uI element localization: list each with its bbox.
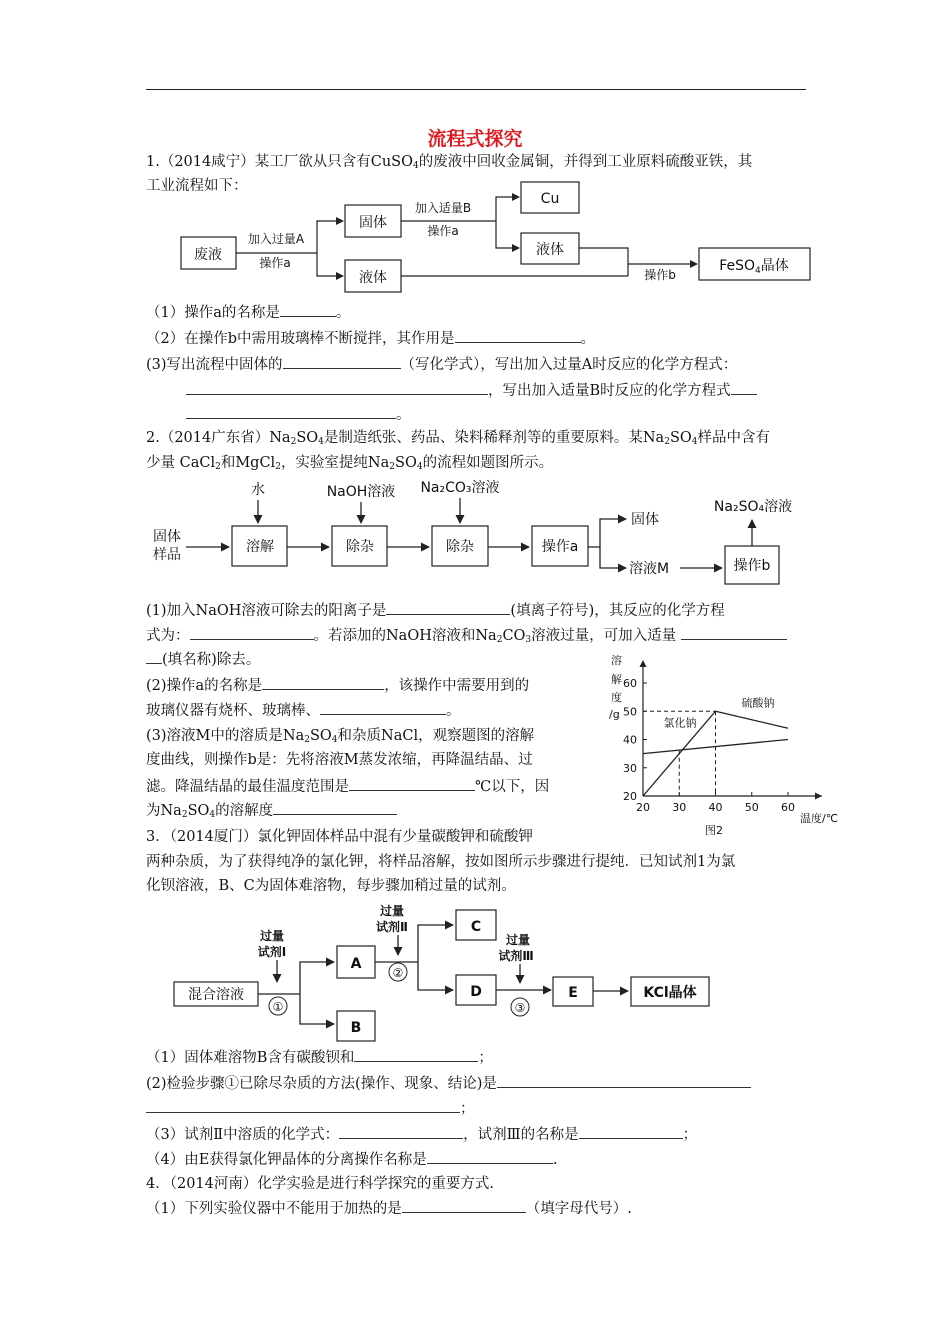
q2-sub2-line1: (2)操作a的名称是 ，该操作中需要用到的 bbox=[146, 675, 529, 696]
q2-solid-label: 固体 bbox=[631, 512, 659, 528]
q1-step-b-top: 加入适量B bbox=[414, 201, 472, 215]
q1-sub3-line2: ，写出加入适量B时反应的化学方程式 bbox=[186, 380, 757, 401]
q1-sub2: （2）在操作b中需用玻璃棒不断搅拌，其作用是 。 bbox=[146, 328, 595, 349]
q3-sub2-line1: (2)检验步骤①已除尽杂质的方法(操作、现象、结论)是 bbox=[146, 1073, 751, 1094]
q2-naoh-label: NaOH溶液 bbox=[326, 484, 396, 500]
q2-remove1-label: 除杂 bbox=[346, 539, 374, 555]
q1-sub3-line1: (3)写出流程中固体的 （写化学式），写出加入过量A时反应的化学方程式： bbox=[146, 354, 737, 375]
chart-xlabel: 温度/℃ bbox=[800, 812, 839, 825]
q2-intro-line2: 少量 CaCl$_2$和MgCl$_2$，实验室提纯$Na_2SO_4$的流程如题图所示。 bbox=[146, 455, 554, 472]
chart-x-tick-label: 50 bbox=[744, 801, 759, 814]
q2-na2co3-label: Na₂CO₃溶液 bbox=[420, 480, 500, 496]
q4-intro: 4．（2014河南）化学实验是进行科学探究的重要方式. bbox=[146, 1176, 494, 1192]
q3-sub2-blank-cont[interactable] bbox=[146, 1098, 460, 1113]
q2-sub1-line3: (填名称)除去。 bbox=[146, 649, 260, 670]
q3-r2-bottom: 试剂Ⅱ bbox=[376, 920, 408, 934]
q3-c-label: C bbox=[470, 919, 482, 935]
q1-liquid1-label: 液体 bbox=[536, 242, 564, 258]
q3-mix-label: 混合溶液 bbox=[188, 987, 244, 1003]
q2-sample-label-1: 固体 bbox=[153, 529, 181, 545]
q1-step-b-bottom: 操作a bbox=[427, 224, 459, 238]
q3-r2-top: 过量 bbox=[379, 904, 405, 918]
q3-sub4-blank[interactable] bbox=[427, 1149, 553, 1164]
q1-intro-line2: 工业流程如下： bbox=[146, 178, 248, 194]
chart-ylabel-char-3: 度 bbox=[611, 691, 622, 704]
q1-step-a-top: 加入过量A bbox=[247, 232, 305, 246]
q3-a-label: A bbox=[350, 956, 362, 972]
chart-y-tick-label: 30 bbox=[623, 761, 637, 775]
chart-y-tick-label: 20 bbox=[623, 790, 637, 803]
chart-caption: 图2 bbox=[705, 824, 723, 837]
q2-sample-label-2: 样品 bbox=[153, 547, 181, 563]
q3-e-label: E bbox=[568, 985, 578, 1001]
q1-intro-line1: 1.（2014咸宁）某工厂欲从只含有CuSO$_4$的废液中回收金属铜，并得到工业原料硫酸亚铁，其 bbox=[146, 154, 753, 171]
q2-solution-m-label: 溶液M bbox=[629, 561, 670, 577]
q3-intro-line2: 两种杂质，为了获得纯净的氯化钾，将样品溶解，按如图所示步骤进行提纯．已知试剂1为氯 bbox=[146, 854, 736, 870]
q2-na2so4-label: Na₂SO₄溶液 bbox=[713, 499, 793, 515]
q3-sub3-name-blank[interactable] bbox=[579, 1124, 683, 1139]
q3-b-label: B bbox=[350, 1020, 362, 1036]
q3-sub2-line2: ； bbox=[146, 1098, 475, 1119]
q2-sub2-line2: 玻璃仪器有烧杯、玻璃棒、 。 bbox=[146, 700, 461, 721]
q3-sub1: （1）固体难溶物B含有碳酸钡和 ； bbox=[146, 1047, 493, 1068]
q1-solid-label: 固体 bbox=[359, 215, 387, 231]
q3-intro-line1: 3．（2014厦门）氯化钾固体样品中混有少量碳酸钾和硫酸钾 bbox=[146, 829, 533, 845]
q2-dissolve-label: 溶解 bbox=[246, 539, 274, 555]
chart-x-tick-label: 40 bbox=[708, 801, 723, 814]
page-title: 流程式探究 bbox=[427, 128, 523, 150]
q2-op-a-label: 操作a bbox=[541, 539, 579, 555]
chart-x-tick-label: 20 bbox=[636, 801, 650, 814]
chart-x-tick-label: 60 bbox=[781, 801, 795, 814]
q3-kcl-label: KCl晶体 bbox=[643, 985, 697, 1001]
q3-step1: ① bbox=[272, 1000, 284, 1014]
chart-ylabel-char-2: 解 bbox=[611, 673, 622, 686]
q1-sub3-line3: 。 bbox=[186, 404, 411, 425]
chart-series-label-2: 氯化钠 bbox=[663, 716, 697, 730]
q2-intro-line1: 2.（2014广东省）$Na_2SO_4$是制造纸张、药品、染料稀释剂等的重要原料。某$Na_2SO_4$样品中含有 bbox=[146, 430, 771, 447]
q3-sub1-blank[interactable] bbox=[354, 1047, 478, 1062]
q3-sub2-blank[interactable] bbox=[497, 1073, 751, 1088]
q3-step2: ② bbox=[392, 966, 404, 980]
q1-liquid2-label: 液体 bbox=[359, 270, 387, 286]
q1-step-a-bottom: 操作a bbox=[259, 256, 291, 270]
q4-sub1: （1）下列实验仪器中不能用于加热的是 （填字母代号）. bbox=[146, 1198, 632, 1219]
q2-water-label: 水 bbox=[251, 482, 265, 498]
q2-sub3-line4: 为$Na_2SO_4$的溶解度 bbox=[146, 800, 397, 821]
q1-waste-label: 废液 bbox=[194, 247, 222, 263]
q1-step-op-b: 操作b bbox=[644, 268, 676, 282]
q3-sub3-formula-blank[interactable] bbox=[339, 1124, 463, 1139]
chart-series-label-1: 硫酸钠 bbox=[741, 696, 775, 710]
q1-cu-label: Cu bbox=[540, 191, 560, 207]
chart-ylabel-char-1: 溶 bbox=[611, 654, 622, 667]
chart-y-tick-label: 50 bbox=[623, 705, 637, 719]
chart-x-tick-label: 30 bbox=[672, 801, 687, 814]
chart-y-tick-label: 40 bbox=[623, 733, 637, 747]
q2-sub3-line1: (3)溶液M中的溶质是$Na_2SO_4$和杂质NaCl，观察题图的溶解 bbox=[146, 728, 535, 745]
q1-sub1: （1）操作a的名称是 。 bbox=[146, 302, 350, 323]
q2-sub1-line1: (1)加入NaOH溶液可除去的阳离子是 (填离子符号)，其反应的化学方程 bbox=[146, 600, 725, 621]
q3-intro-line3: 化钡溶液，B、C为固体难溶物，每步骤加稍过量的试剂。 bbox=[146, 878, 516, 894]
q1-product-label: FeSO$_4$晶体 bbox=[719, 258, 789, 276]
q2-sub3-line3: 滤。降温结晶的最佳温度范围是 ℃以下，因 bbox=[146, 776, 549, 797]
q2-sub1-line2: 式为： 。若添加的NaOH溶液和$Na_2CO_3$溶液过量，可加入适量 bbox=[146, 625, 787, 646]
q2-remove2-label: 除杂 bbox=[446, 539, 474, 555]
q4-sub1-blank[interactable] bbox=[402, 1198, 526, 1213]
q3-step3: ③ bbox=[514, 1001, 526, 1015]
q3-r1-bottom: 试剂Ⅰ bbox=[257, 945, 287, 959]
q3-d-label: D bbox=[470, 984, 482, 1000]
chart-ylabel-char-4: /g bbox=[609, 708, 620, 721]
q2-sub3-line2: 度曲线，则操作b是：先将溶液M蒸发浓缩，再降温结晶、过 bbox=[146, 752, 533, 768]
q3-r3-bottom: 试剂Ⅲ bbox=[498, 949, 534, 963]
q3-sub3: （3）试剂Ⅱ中溶质的化学式： ，试剂Ⅲ的名称是 ； bbox=[146, 1124, 697, 1145]
chart-y-tick-label: 60 bbox=[623, 677, 637, 690]
q3-r1-top: 过量 bbox=[259, 929, 285, 943]
q3-sub4: （4）由E获得氯化钾晶体的分离操作名称是 . bbox=[146, 1149, 557, 1170]
q3-r3-top: 过量 bbox=[505, 933, 531, 947]
q2-op-b-label: 操作b bbox=[733, 558, 771, 574]
